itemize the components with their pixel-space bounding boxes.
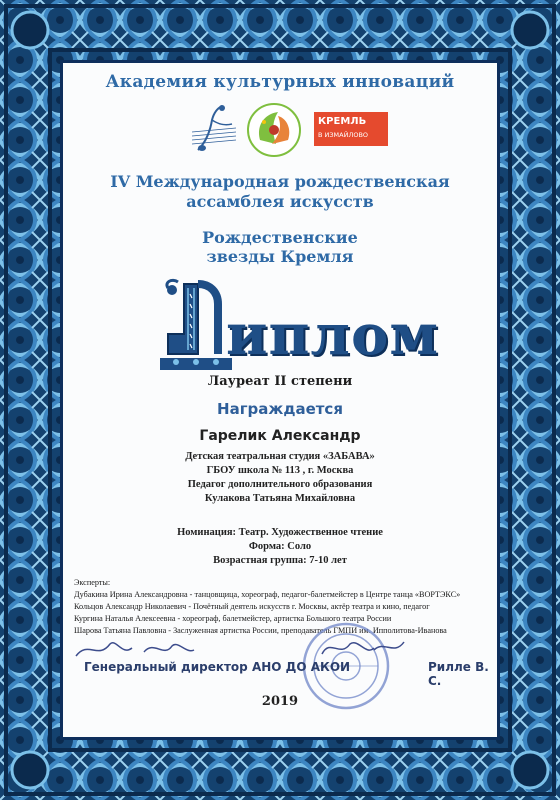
laureate-degree: Лауреат II степени [207,374,353,389]
leaf-emblem-logo-icon [242,100,306,160]
diploma-title: иплом [226,302,440,368]
event-title [60,172,500,212]
kremlin-logo-line2: В ИЗМАЙЛОВО [318,131,369,139]
director-name: Рилле В. С. [428,660,489,688]
event-subtitle [60,228,500,266]
year: 2019 [261,694,299,709]
music-dancer-logo-icon [188,102,240,158]
expert-item: Дубакина Ирина Александровна - танцовщица, хореограф, педагог-балетмейстер в Центре танца «ВОРТЭКС» [74,590,461,599]
expert-item: Кургина Наталья Алексеевна - хореограф, балетмейстер, артистка Большого театра России [74,614,392,623]
studio-name: Детская театральная студия «ЗАБАВА» [185,451,375,462]
event-title-line2: ассамблея искусств [186,192,374,211]
expert-item: Шарова Татьяна Павловна - Заслуженная артистка России, преподаватель ГМПИ им. Ипполитова-Иванова [74,626,447,635]
teacher-role: Педагог дополнительного образования [187,479,373,490]
diploma-content [60,60,500,740]
nomination: Номинация: Театр. Художественное чтение [177,527,383,538]
logo-row [60,98,500,160]
diploma-heading [150,274,440,374]
awarded-label: Награждается [217,400,343,418]
expert-item: Кольцов Александр Николаевич - Почётный деятель искусств г. Москвы, актёр театра и кино, педагог [74,602,430,611]
event-subtitle-line2: звезды Кремля [206,247,354,266]
school-name: ГБОУ школа № 113 , г. Москва [206,465,354,476]
event-subtitle-line1: Рождественские [202,228,358,247]
organization-name: Академия культурных инноваций [105,72,455,92]
kremlin-izmailovo-logo [314,112,388,146]
recipient-name: Гарелик Александр [199,428,361,444]
experts-label: Эксперты: [74,578,111,587]
event-title-line1: IV Международная рождественская [110,172,450,191]
experts-list [74,577,494,637]
age-group: Возрастная группа: 7-10 лет [213,555,347,566]
director-label: Генеральный директор АНО ДО АКОИ [84,660,351,674]
performance-form: Форма: Соло [248,541,312,552]
kremlin-logo-line1: КРЕМЛЬ [318,116,367,127]
teacher-name: Кулакова Татьяна Михайловна [204,493,356,504]
